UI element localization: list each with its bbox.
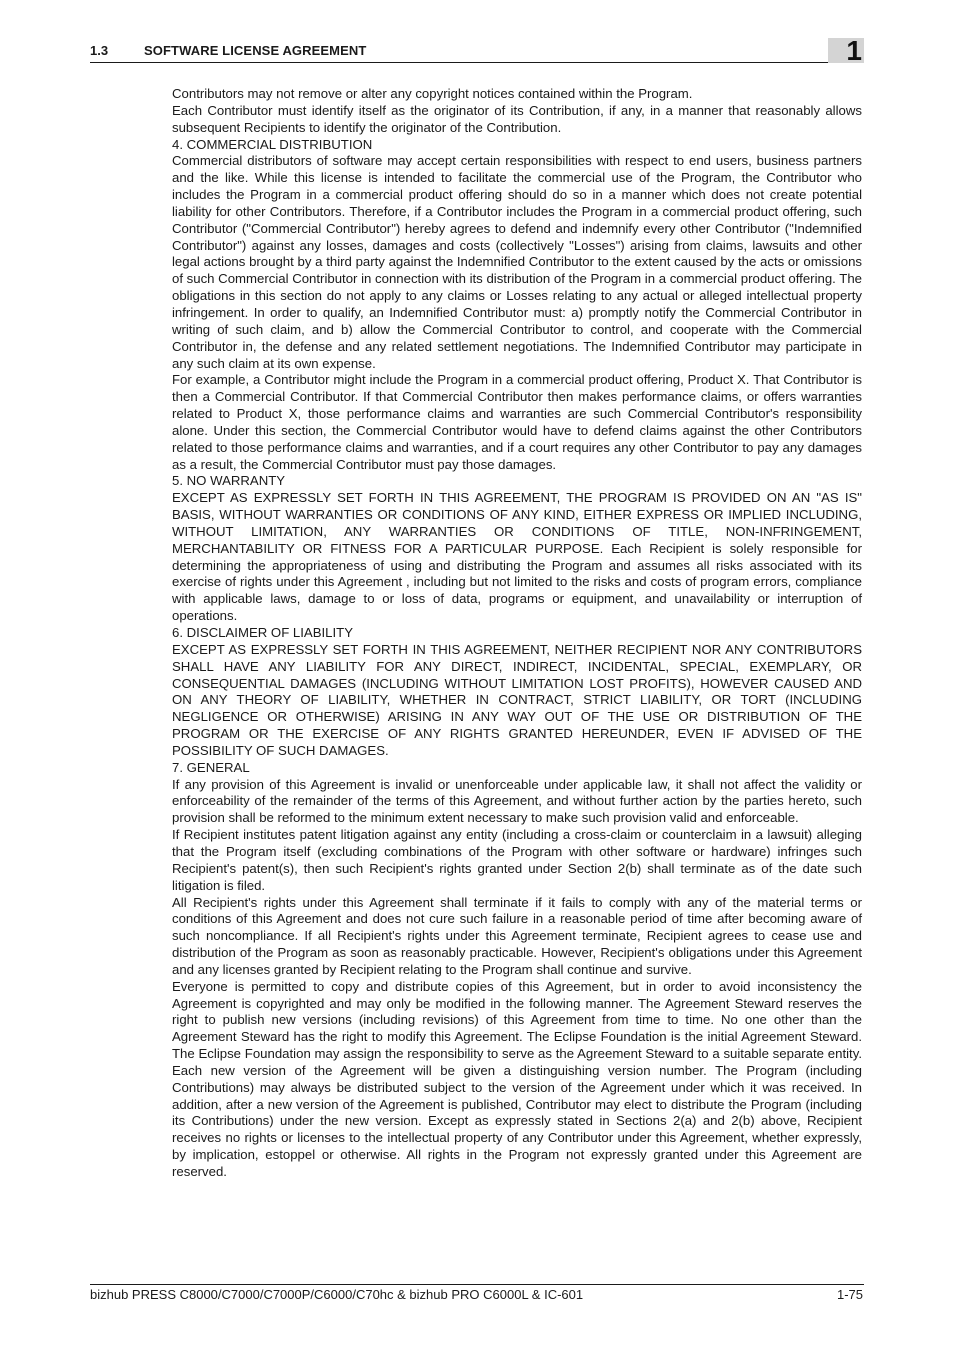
footer-product-name: bizhub PRESS C8000/C7000/C7000P/C6000/C70hc & bizhub PRO C6000L & IC-601	[90, 1287, 584, 1302]
paragraph: If Recipient institutes patent litigation against any entity (including a cross-claim or counterclaim in a lawsuit) alleging that the Program itself (excluding combinations of the Program with other software or hardware) infringes such Recipient's patent(s), then such Recipient's rights granted under Section 2(b) shall terminate as of the date such litigation is filed.	[172, 827, 862, 893]
section-heading: 5. NO WARRANTY	[172, 473, 286, 489]
paragraph: Everyone is permitted to copy and distribute copies of this Agreement, but in order to avoid inconsistency the Agreement is copyrighted and may only be modified in the following manner. The Agreement Steward reserves the right to publish new versions (including revisions) of this Agreement from time to time. No one other than the Agreement Steward has the right to modify this Agreement. The Eclipse Foundation is the initial Agreement Steward. The Eclipse Foundation may assign the responsibility to serve as the Agreement Steward to a suitable separate entity. Each new version of the Agreement will be given a distinguishing version number. The Program (including Contributions) may always be distributed subject to the version of the Agreement under which it was received. In addition, after a new version of the Agreement is published, Contributor may elect to distribute the Program (including its Contributions) under the new version. Except as expressly stated in Sections 2(a) and 2(b) above, Recipient receives no rights or licenses to the intellectual property of any Contributor under this Agreement, whether expressly, by implication, estoppel or otherwise. All rights in the Program not expressly granted under this Agreement are reserved.	[172, 978, 862, 1179]
chapter-tab	[828, 35, 864, 66]
paragraph: Commercial distributors of software may accept certain responsibilities with respect to end users, business partners and the like. While this license is intended to facilitate the commercial use of the Program, the Contributor who includes the Program in a commercial product offering should do so in a manner which does not create potential liability for other Contributors. Therefore, if a Contributor includes the Program in a commercial product offering, such Contributor ("Commercial Contributor") hereby agrees to defend and indemnify every other Contributor ("Indemnified Contributor") against any losses, damages and costs (collectively "Losses") arising from claims, lawsuits and other legal actions brought by a third party against the Indemnified Contributor to the extent caused by the acts or omissions of such Commercial Contributor in connection with its distribution of the Program in a commercial product offering. The obligations in this section do not apply to any claims or Losses relating to any actual or alleged intellectual property infringement. In order to qualify, an Indemnified Contributor must: a) promptly notify the Commercial Contributor in writing of such claim, and b) allow the Commercial Contributor to control, and cooperate with the Commercial Contributor in, the defense and any related settlement negotiations. The Indemnified Contributor may participate in any such claim at its own expense.	[172, 153, 862, 371]
section-heading: 7. GENERAL	[172, 759, 250, 775]
header-rule	[90, 62, 830, 63]
section-heading: 6. DISCLAIMER OF LIABILITY	[172, 625, 354, 640]
section-heading: 4. COMMERCIAL DISTRIBUTION	[172, 136, 373, 152]
footer-rule	[90, 1284, 864, 1285]
license-text	[172, 86, 862, 1181]
chapter-number: 1	[846, 35, 862, 66]
paragraph: For example, a Contributor might include the Program in a commercial product offering, Product X. That Contributor is then a Commercial Contributor. If that Commercial Contributor then makes performance claims, or offers warranties related to Product X, those performance claims and warranties are such Commercial Contributor's responsibility alone. Under this section, the Commercial Contributor would have to defend claims against the other Contributors related to those performance claims and warranties, and if a court requires any other Contributor to pay any damages as a result, the Commercial Contributor must pay those damages.	[172, 372, 862, 472]
footer-page-number: 1-75	[836, 1287, 863, 1302]
page-header	[90, 35, 864, 66]
paragraph: Contributors may not remove or alter any copyright notices contained within the Program.	[172, 86, 693, 101]
section-number: 1.3	[90, 43, 109, 58]
section-title: SOFTWARE LICENSE AGREEMENT	[144, 43, 367, 58]
paragraph: If any provision of this Agreement is invalid or unenforceable under applicable law, it shall not affect the validity or enforceability of the remainder of the terms of this Agreement, and without further action by the parties hereto, such provision shall be reformed to the minimum extent necessary to make such provision valid and enforceable.	[172, 776, 862, 826]
paragraph: Each Contributor must identify itself as the originator of its Contribution, if any, in a manner that reasonably allows subsequent Recipients to identify the originator of the Contribution.	[172, 102, 862, 135]
paragraph: All Recipient's rights under this Agreement shall terminate if it fails to comply with any of the material terms or conditions of this Agreement and does not cure such failure in a reasonable period of time after becoming aware of such noncompliance. If all Recipient's rights under this Agreement terminate, Recipient agrees to cease use and distribution of the Program as soon as reasonably practicable. However, Recipient's obligations under this Agreement and any licenses granted by Recipient relating to the Program shall continue and survive.	[172, 894, 862, 977]
paragraph: EXCEPT AS EXPRESSLY SET FORTH IN THIS AGREEMENT, THE PROGRAM IS PROVIDED ON AN "AS IS" BASIS, WITHOUT WARRANTIES OR CONDITIONS OF ANY KIND, EITHER EXPRESS OR IMPLIED INCLUDING, WITHOUT LIMITATION, ANY WARRANTIES OR CONDITIONS OF TITLE, NON-INFRINGEMENT, MERCHANTABILITY OR FITNESS FOR A PARTICULAR PURPOSE. Each Recipient is solely responsible for determining the appropriateness of using and distributing the Program and assumes all risks associated with its exercise of rights under this Agreement , including but not limited to the risks and costs of program errors, compliance with applicable laws, damage to or loss of data, programs or equipment, and unavailability or interruption of operations.	[172, 490, 862, 624]
paragraph: EXCEPT AS EXPRESSLY SET FORTH IN THIS AGREEMENT, NEITHER RECIPIENT NOR ANY CONTRIBUTORS SHALL HAVE ANY LIABILITY FOR ANY DIRECT, INDIRECT, INCIDENTAL, SPECIAL, EXEMPLARY, OR CONSEQUENTIAL DAMAGES (INCLUDING WITHOUT LIMITATION LOST PROFITS), HOWEVER CAUSED AND ON ANY THEORY OF LIABILITY, WHETHER IN CONTRACT, STRICT LIABILITY, OR TORT (INCLUDING NEGLIGENCE OR OTHERWISE) ARISING IN ANY WAY OUT OF THE USE OR DISTRIBUTION OF THE PROGRAM OR THE EXERCISE OF ANY RIGHTS GRANTED HEREUNDER, EVEN IF ADVISED OF THE POSSIBILITY OF SUCH DAMAGES.	[172, 641, 862, 758]
